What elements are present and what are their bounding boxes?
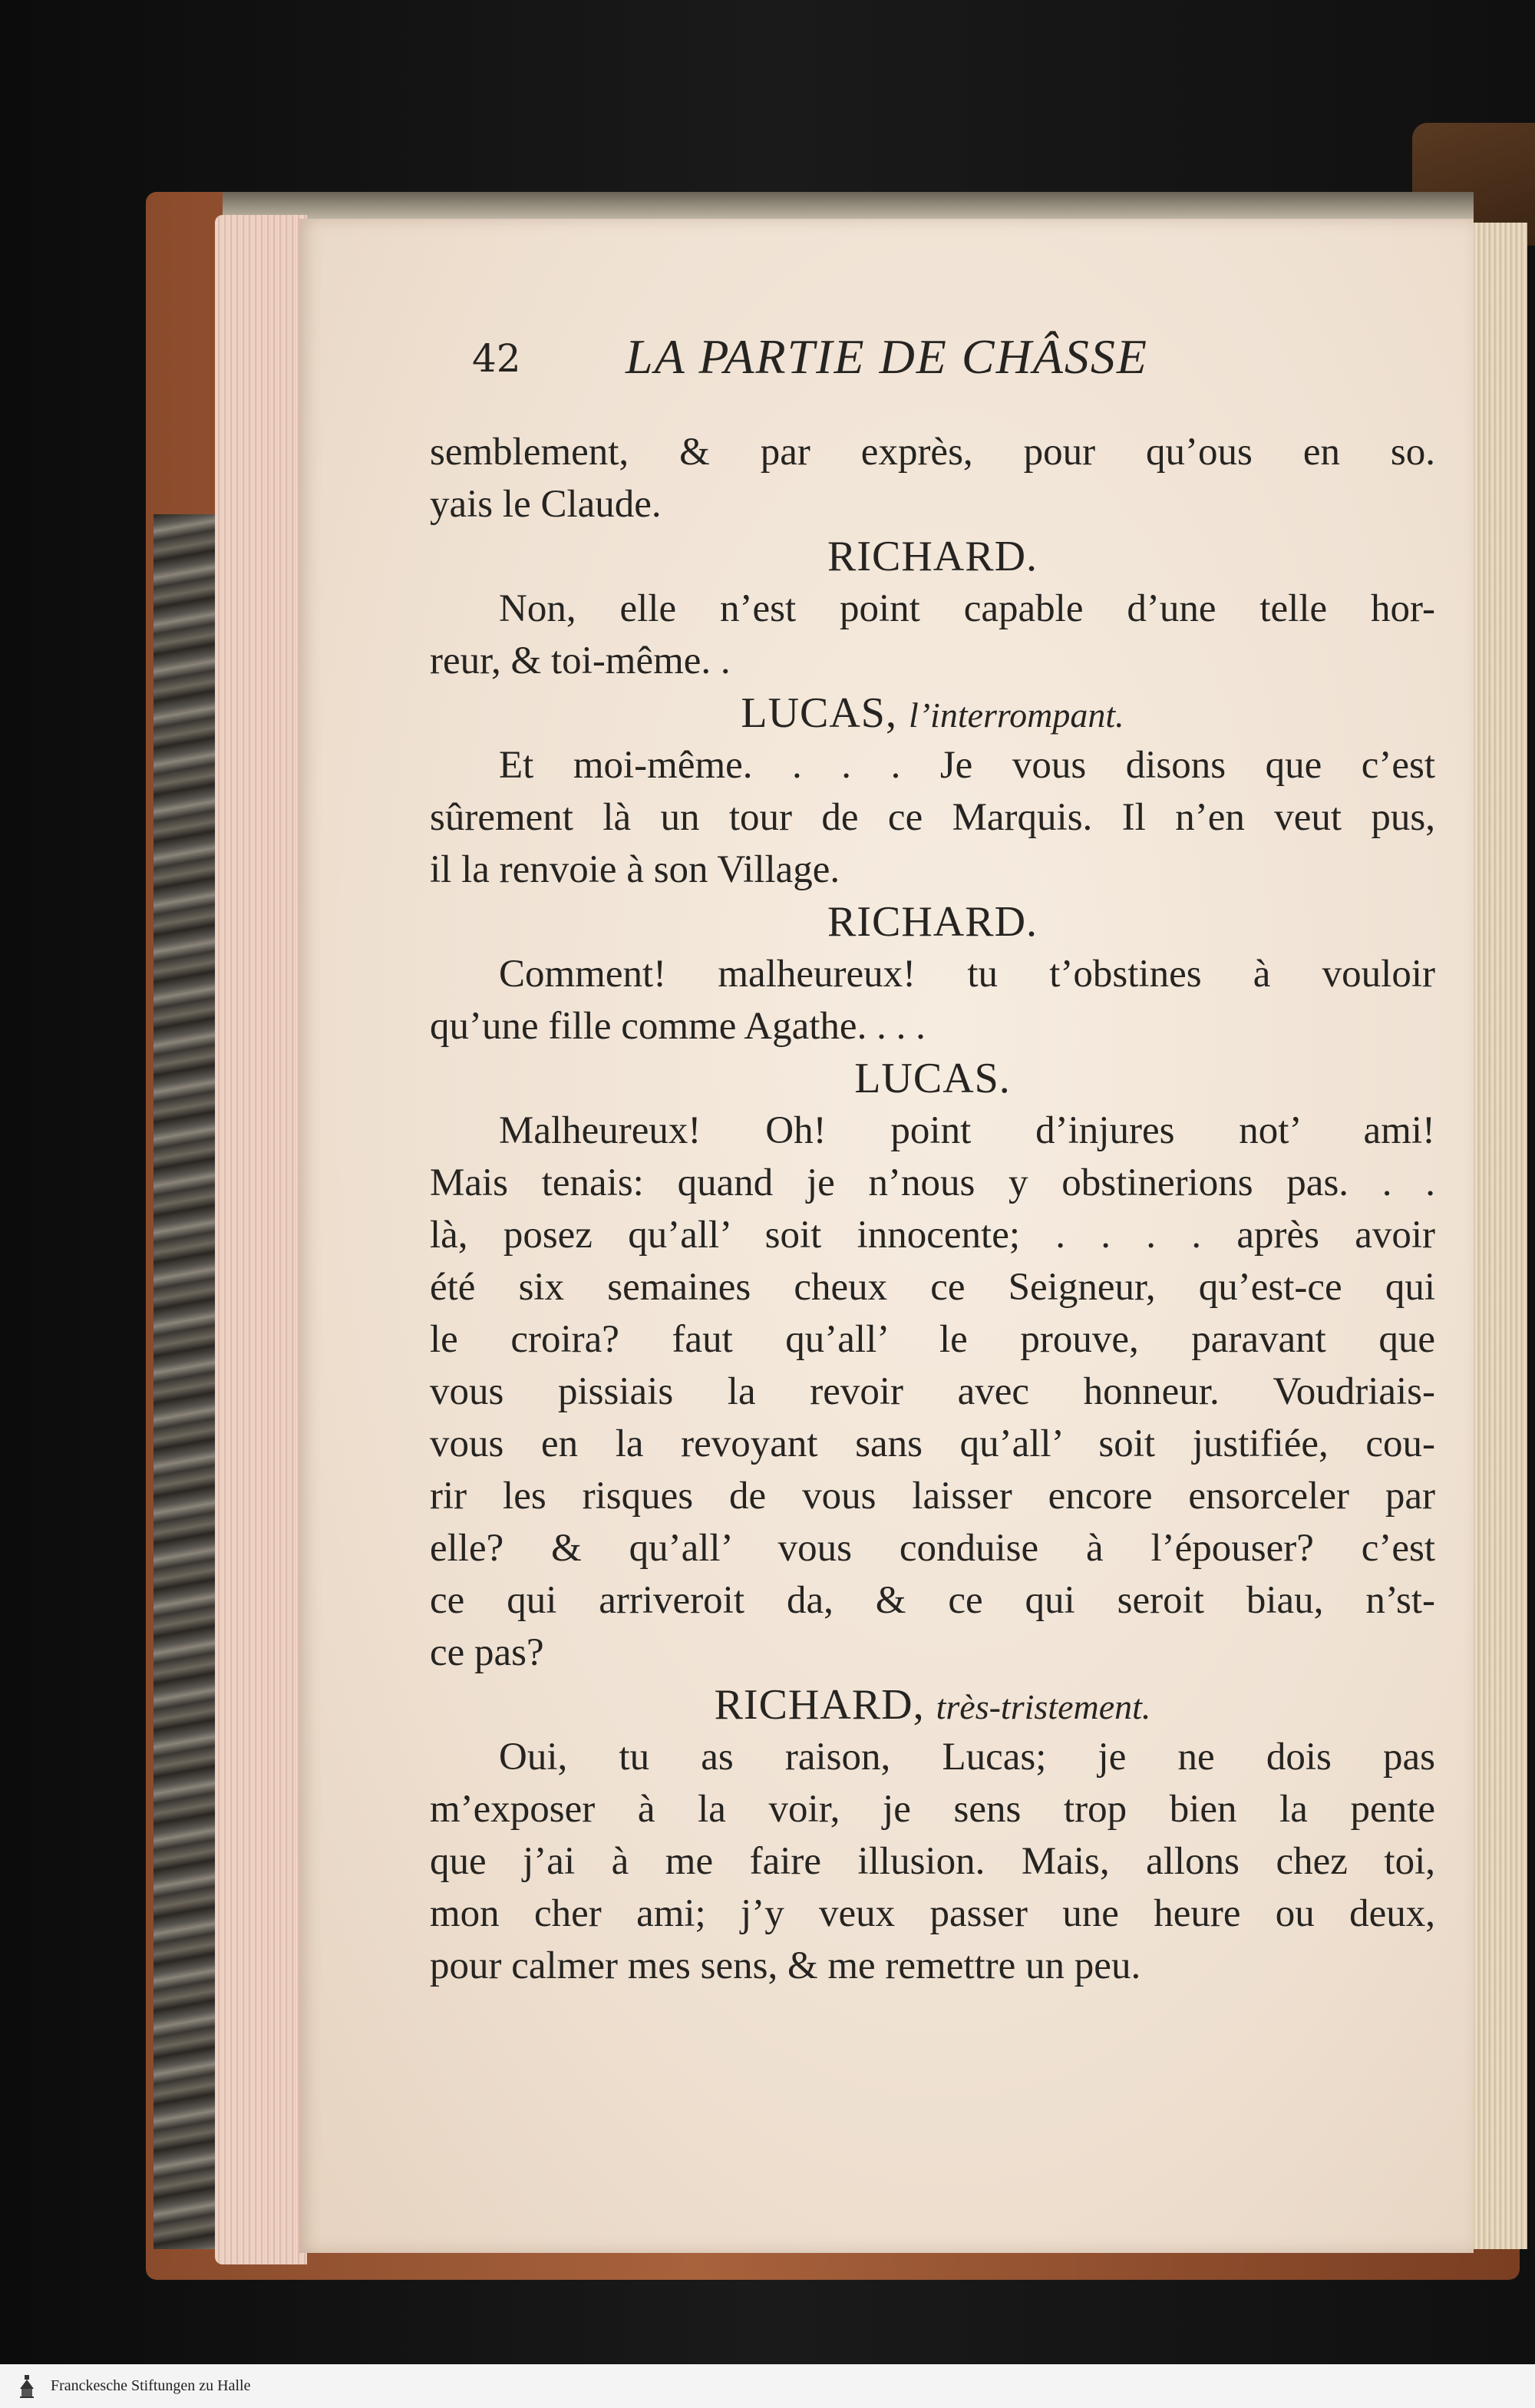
speaker-name: LUCAS, bbox=[741, 689, 897, 737]
speaker-name: LUCAS. bbox=[854, 1055, 1011, 1102]
speaker-heading bbox=[430, 896, 1435, 948]
text-line: vous en la revoyant sans qu’all’ soit justifiée, cou- bbox=[430, 1422, 1435, 1465]
text-line: le croira? faut qu’all’ le prouve, paravant que bbox=[430, 1318, 1435, 1361]
book-top-edge bbox=[223, 192, 1474, 223]
text-line: rir les risques de vous laisser encore ensorceler par bbox=[430, 1475, 1435, 1518]
speaker-heading bbox=[430, 687, 1435, 739]
text-line: Malheureux! Oh! point d’injures not’ ami! bbox=[499, 1109, 1435, 1152]
stage-direction: l’interrompant. bbox=[908, 695, 1124, 735]
text-line: ce qui arriveroit da, & ce qui seroit biau, n’st- bbox=[430, 1579, 1435, 1622]
speaker-name: RICHARD, bbox=[714, 1681, 925, 1729]
text-line: Oui, tu as raison, Lucas; je ne dois pas bbox=[499, 1736, 1435, 1779]
text-line: il la renvoie à son Village. bbox=[430, 848, 840, 891]
page-number: 42 bbox=[472, 336, 521, 381]
page-text bbox=[430, 426, 1435, 1992]
text-line: pour calmer mes sens, & me remettre un peu. bbox=[430, 1944, 1141, 1987]
text-line: qu’une fille comme Agathe. . . . bbox=[430, 1005, 926, 1048]
text-line: semblement, & par exprès, pour qu’ous en so. bbox=[430, 431, 1435, 474]
text-line: mon cher ami; j’y veux passer une heure ou deux, bbox=[430, 1892, 1435, 1935]
text-line: ce pas? bbox=[430, 1631, 544, 1674]
text-line: que j’ai à me faire illusion. Mais, allons chez toi, bbox=[430, 1840, 1435, 1883]
running-head bbox=[472, 329, 1286, 390]
text-line: été six semaines cheux ce Seigneur, qu’est-ce qui bbox=[430, 1266, 1435, 1309]
text-line: elle? & qu’all’ vous conduise à l’épouser? c’est bbox=[430, 1527, 1435, 1570]
running-title: LA PARTIE DE CHÂSSE bbox=[626, 329, 1148, 384]
text-line: m’exposer à la voir, je sens trop bien la pente bbox=[430, 1788, 1435, 1831]
text-line: là, posez qu’all’ soit innocente; . . . . après avoir bbox=[430, 1214, 1435, 1257]
institution-logo-icon bbox=[15, 2371, 38, 2402]
speaker-heading bbox=[430, 530, 1435, 583]
speaker-heading bbox=[430, 1052, 1435, 1105]
text-line: yais le Claude. bbox=[430, 483, 662, 526]
text-line: Mais tenais: quand je n’nous y obstinerions pas. . . bbox=[430, 1161, 1435, 1204]
text-line: sûrement là un tour de ce Marquis. Il n’en veut pus, bbox=[430, 796, 1435, 839]
book-right-edge bbox=[1474, 223, 1527, 2249]
text-line: vous pissiais la revoir avec honneur. Voudriais- bbox=[430, 1370, 1435, 1413]
text-line: Comment! malheureux! tu t’obstines à vouloir bbox=[499, 953, 1435, 996]
page-stack bbox=[215, 215, 307, 2264]
speaker-name: RICHARD. bbox=[827, 898, 1038, 946]
stage-direction: très-tristement. bbox=[936, 1687, 1151, 1726]
institution-name: Franckesche Stiftungen zu Halle bbox=[51, 2377, 251, 2394]
footer-bar bbox=[0, 2364, 1535, 2408]
text-line: Non, elle n’est point capable d’une telle hor- bbox=[499, 587, 1435, 630]
text-line: Et moi-même. . . . Je vous disons que c’est bbox=[499, 744, 1435, 787]
marbled-board bbox=[154, 514, 223, 2249]
speaker-name: RICHARD. bbox=[827, 533, 1038, 580]
text-line: reur, & toi-même. . bbox=[430, 639, 731, 682]
speaker-heading bbox=[430, 1679, 1435, 1731]
